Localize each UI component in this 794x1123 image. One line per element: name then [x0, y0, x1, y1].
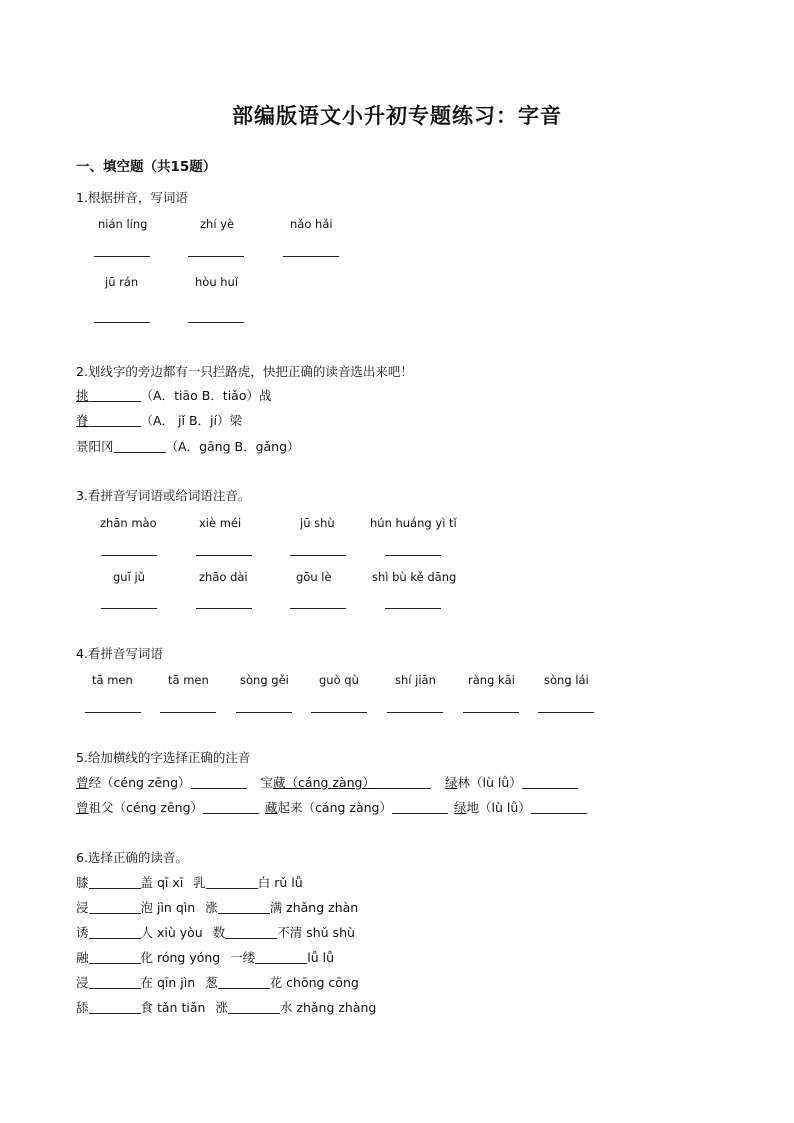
answer-blank[interactable]: [463, 712, 519, 713]
pinyin-label: gōu lè: [296, 570, 332, 584]
option-text: 地（lù lǜ）: [466, 800, 531, 815]
option-text: 化 róng yóng: [140, 950, 221, 965]
question-2-item: [76, 388, 271, 404]
answer-blank[interactable]: [114, 440, 166, 453]
word-text: 宝: [260, 775, 274, 790]
answer-blank[interactable]: [385, 608, 441, 609]
pinyin-label: tā men: [168, 673, 209, 687]
pinyin-label: guī jǔ: [113, 570, 145, 584]
option-text: 藏（cáng zàng）: [273, 775, 375, 790]
answer-blank[interactable]: [385, 555, 441, 556]
underlined-char: 绿: [454, 800, 467, 815]
answer-blank[interactable]: [255, 951, 307, 964]
option-text: 起来（cáng zàng）: [277, 800, 392, 815]
answer-blank[interactable]: [290, 608, 346, 609]
answer-blank[interactable]: [218, 976, 270, 989]
answer-blank[interactable]: [225, 926, 277, 939]
answer-blank[interactable]: [160, 712, 216, 713]
answer-blank[interactable]: [89, 1001, 141, 1014]
answer-blank[interactable]: [375, 776, 431, 789]
pinyin-label: shí jiān: [395, 673, 436, 687]
underlined-char: 曾: [76, 775, 89, 790]
answer-blank[interactable]: [94, 256, 150, 257]
pinyin-label: jū shù: [300, 516, 335, 530]
question-2-item: [76, 413, 242, 429]
pinyin-label: shì bù kě dāng: [372, 570, 457, 584]
word-text: 融: [76, 950, 89, 965]
pinyin-label: hòu huǐ: [195, 275, 239, 289]
question-6-prompt: 6.选择正确的读音。: [76, 850, 188, 865]
question-5-prompt: 5.给加横线的字选择正确的注音: [76, 750, 251, 765]
answer-blank[interactable]: [85, 712, 141, 713]
pinyin-label: nián líng: [98, 217, 148, 231]
word-text: 涨: [205, 900, 218, 915]
question-1-prompt: 1.根据拼音，写词语: [76, 190, 188, 205]
answer-blank[interactable]: [228, 1001, 280, 1014]
option-text: （A．gāng B．gǎng）: [165, 439, 300, 454]
answer-blank[interactable]: [89, 901, 141, 914]
word-text: 涨: [215, 1000, 228, 1015]
question-5-row: [76, 800, 587, 816]
pinyin-label: xiè méi: [199, 516, 242, 530]
answer-blank[interactable]: [188, 256, 244, 257]
word-text: 景阳冈: [76, 439, 114, 454]
option-text: 林（lù lǜ）: [457, 775, 522, 790]
answer-blank[interactable]: [522, 776, 578, 789]
underlined-char: 绿: [445, 775, 458, 790]
question-6-row: [76, 900, 358, 916]
pinyin-label: zhāo dài: [199, 570, 248, 584]
option-text: 在 qīn jìn: [140, 975, 196, 990]
option-text: 水 zhǎng zhàng: [279, 1000, 377, 1015]
pinyin-label: jū rán: [105, 275, 139, 289]
answer-blank[interactable]: [290, 555, 346, 556]
underlined-char: 曾: [76, 800, 89, 815]
question-6-row: [76, 925, 355, 941]
option-text: 食 tǎn tiǎn: [140, 1000, 206, 1015]
pinyin-label: nǎo hǎi: [290, 217, 333, 231]
question-2-prompt: 2.划线字的旁边都有一只拦路虎，快把正确的读音选出来吧！: [76, 364, 413, 379]
answer-blank[interactable]: [196, 555, 252, 556]
pinyin-label: guò qù: [319, 673, 359, 687]
answer-blank[interactable]: [531, 801, 587, 814]
option-text: 经（céng zēng）: [88, 775, 191, 790]
answer-blank[interactable]: [188, 322, 244, 323]
answer-blank[interactable]: [191, 776, 247, 789]
option-text: 白 rǔ lǚ: [257, 875, 303, 890]
underlined-char: 藏: [265, 800, 278, 815]
pinyin-label: hún huáng yì tǐ: [370, 516, 457, 530]
underlined-char: 挑: [76, 388, 89, 403]
answer-blank[interactable]: [387, 712, 443, 713]
answer-blank[interactable]: [236, 712, 292, 713]
option-text: 不清 shǔ shù: [277, 925, 355, 940]
answer-blank[interactable]: [283, 256, 339, 257]
section-heading: 一、填空题（共15题）: [76, 159, 217, 175]
document-title: 部编版语文小升初专题练习：字音: [232, 103, 562, 128]
option-text: 人 xiù yòu: [140, 925, 203, 940]
option-text: 花 chōng cōng: [269, 975, 359, 990]
answer-blank[interactable]: [538, 712, 594, 713]
answer-blank[interactable]: [89, 926, 141, 939]
question-3-prompt: 3.看拼音写词语或给词语注音。: [76, 488, 251, 503]
answer-blank[interactable]: [94, 322, 150, 323]
word-text: 浸: [76, 975, 89, 990]
word-text: 诱: [76, 925, 89, 940]
option-text: lǚ lǚ: [307, 950, 335, 965]
answer-blank[interactable]: [89, 414, 141, 427]
option-text: （A．tiāo B．tiǎo）战: [140, 388, 272, 403]
pinyin-label: ràng kāi: [468, 673, 515, 687]
answer-blank[interactable]: [196, 608, 252, 609]
word-text: 浸: [76, 900, 89, 915]
answer-blank[interactable]: [89, 389, 141, 402]
option-text: 祖父（céng zēng）: [88, 800, 204, 815]
answer-blank[interactable]: [203, 801, 259, 814]
word-text: 膝: [76, 875, 89, 890]
word-text: 葱: [205, 975, 218, 990]
answer-blank[interactable]: [89, 951, 141, 964]
answer-blank[interactable]: [89, 976, 141, 989]
question-2-item: [76, 439, 300, 455]
answer-blank[interactable]: [89, 876, 141, 889]
answer-blank[interactable]: [311, 712, 367, 713]
option-text: 盖 qī xī: [140, 875, 184, 890]
option-text: （A． jǐ B．jí）梁: [140, 413, 242, 428]
pinyin-label: sòng lái: [544, 673, 589, 687]
pinyin-label: zhí yè: [200, 217, 235, 231]
option-text: 满 zhǎng zhàn: [269, 900, 359, 915]
word-text: 乳: [193, 875, 206, 890]
question-4-prompt: 4.看拼音写词语: [76, 646, 163, 661]
question-6-row: [76, 1000, 376, 1016]
pinyin-label: sòng gěi: [240, 673, 289, 687]
option-text: 泡 jìn qìn: [140, 900, 196, 915]
question-6-row: [76, 875, 303, 891]
answer-blank[interactable]: [101, 555, 157, 556]
answer-blank[interactable]: [218, 901, 270, 914]
underlined-char: 脊: [76, 413, 89, 428]
answer-blank[interactable]: [206, 876, 258, 889]
question-6-row: [76, 950, 334, 966]
question-6-row: [76, 975, 359, 991]
question-5-row: [76, 775, 578, 791]
answer-blank[interactable]: [101, 608, 157, 609]
word-text: 舔: [76, 1000, 89, 1015]
word-text: 一缕: [230, 950, 256, 965]
word-text: 数: [212, 925, 226, 940]
pinyin-label: tā men: [92, 673, 133, 687]
answer-blank[interactable]: [392, 801, 448, 814]
pinyin-label: zhān mào: [100, 516, 157, 530]
